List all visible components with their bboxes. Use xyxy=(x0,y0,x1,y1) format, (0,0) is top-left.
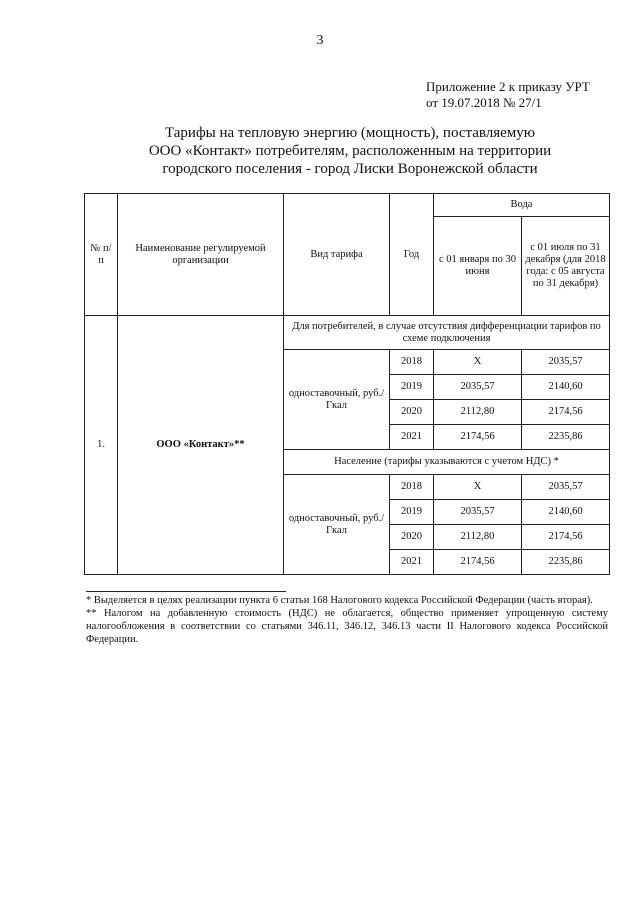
header-water: Вода xyxy=(434,194,610,217)
appendix-reference xyxy=(426,79,590,111)
period-2-value: 2035,57 xyxy=(522,350,610,375)
period-2-value: 2235,86 xyxy=(522,550,610,575)
period-2-value: 2035,57 xyxy=(522,475,610,500)
period-1-value: 2035,57 xyxy=(434,375,522,400)
period-2-value: 2235,86 xyxy=(522,425,610,450)
period-2-value: 2174,56 xyxy=(522,525,610,550)
organization-name: ООО «Контакт»** xyxy=(118,316,284,575)
appendix-line-2: от 19.07.2018 № 27/1 xyxy=(426,95,542,110)
period-2-value: 2140,60 xyxy=(522,500,610,525)
period-1-value: 2112,80 xyxy=(434,525,522,550)
footnotes xyxy=(86,594,608,646)
period-2-value: 2140,60 xyxy=(522,375,610,400)
title-line-1: Тарифы на тепловую энергию (мощность), поставляемую xyxy=(164,125,536,141)
header-org: Наименование регулируемой организации xyxy=(118,194,284,316)
header-period-1: с 01 января по 30 июня xyxy=(434,217,522,316)
period-1-value: 2174,56 xyxy=(434,425,522,450)
footnote-1: * Выделяется в целях реализации пункта 6 статьи 168 Налогового кодекса Российской Федерации (часть вторая). xyxy=(86,595,593,606)
year-cell: 2021 xyxy=(390,550,434,575)
period-1-value: 2112,80 xyxy=(434,400,522,425)
tariff-type-cell: одноставочный, руб./Гкал xyxy=(284,350,390,450)
group-title: Для потребителей, в случае отсутствия дифференциации тарифов по схеме подключения xyxy=(284,316,610,350)
year-cell: 2019 xyxy=(390,375,434,400)
footnote-2: ** Налогом на добавленную стоимость (НДС) не облагается, общество применяет упрощенную систему налогообложения в соответствии со статьями 346.11, 346.12, 346.13 части II Налогового кодекса Российской Федерации. xyxy=(86,608,608,645)
year-cell: 2020 xyxy=(390,525,434,550)
row-number: 1. xyxy=(85,316,118,575)
period-1-value: X xyxy=(434,475,522,500)
header-num: № п/п xyxy=(85,194,118,316)
header-row xyxy=(85,194,610,217)
group-title-row xyxy=(85,316,610,350)
document-title xyxy=(80,124,620,178)
page-number: 3 xyxy=(316,33,324,48)
year-cell: 2018 xyxy=(390,350,434,375)
year-cell: 2020 xyxy=(390,400,434,425)
footnote-divider xyxy=(86,591,286,592)
title-line-3: городского поселения - город Лиски Воронежской области xyxy=(162,161,538,177)
tariff-table xyxy=(84,193,610,575)
header-year: Год xyxy=(390,194,434,316)
period-1-value: 2174,56 xyxy=(434,550,522,575)
period-1-value: X xyxy=(434,350,522,375)
year-cell: 2019 xyxy=(390,500,434,525)
group-title: Население (тарифы указываются с учетом НДС) * xyxy=(284,450,610,475)
period-1-value: 2035,57 xyxy=(434,500,522,525)
period-2-value: 2174,56 xyxy=(522,400,610,425)
header-period-2: с 01 июля по 31 декабря (для 2018 года: с 05 августа по 31 декабря) xyxy=(522,217,610,316)
year-cell: 2018 xyxy=(390,475,434,500)
year-cell: 2021 xyxy=(390,425,434,450)
tariff-type-cell: одноставочный, руб./Гкал xyxy=(284,475,390,575)
appendix-line-1: Приложение 2 к приказу УРТ xyxy=(426,79,590,94)
header-tariff-type: Вид тарифа xyxy=(284,194,390,316)
title-line-2: ООО «Контакт» потребителям, расположенным на территории xyxy=(148,143,552,159)
